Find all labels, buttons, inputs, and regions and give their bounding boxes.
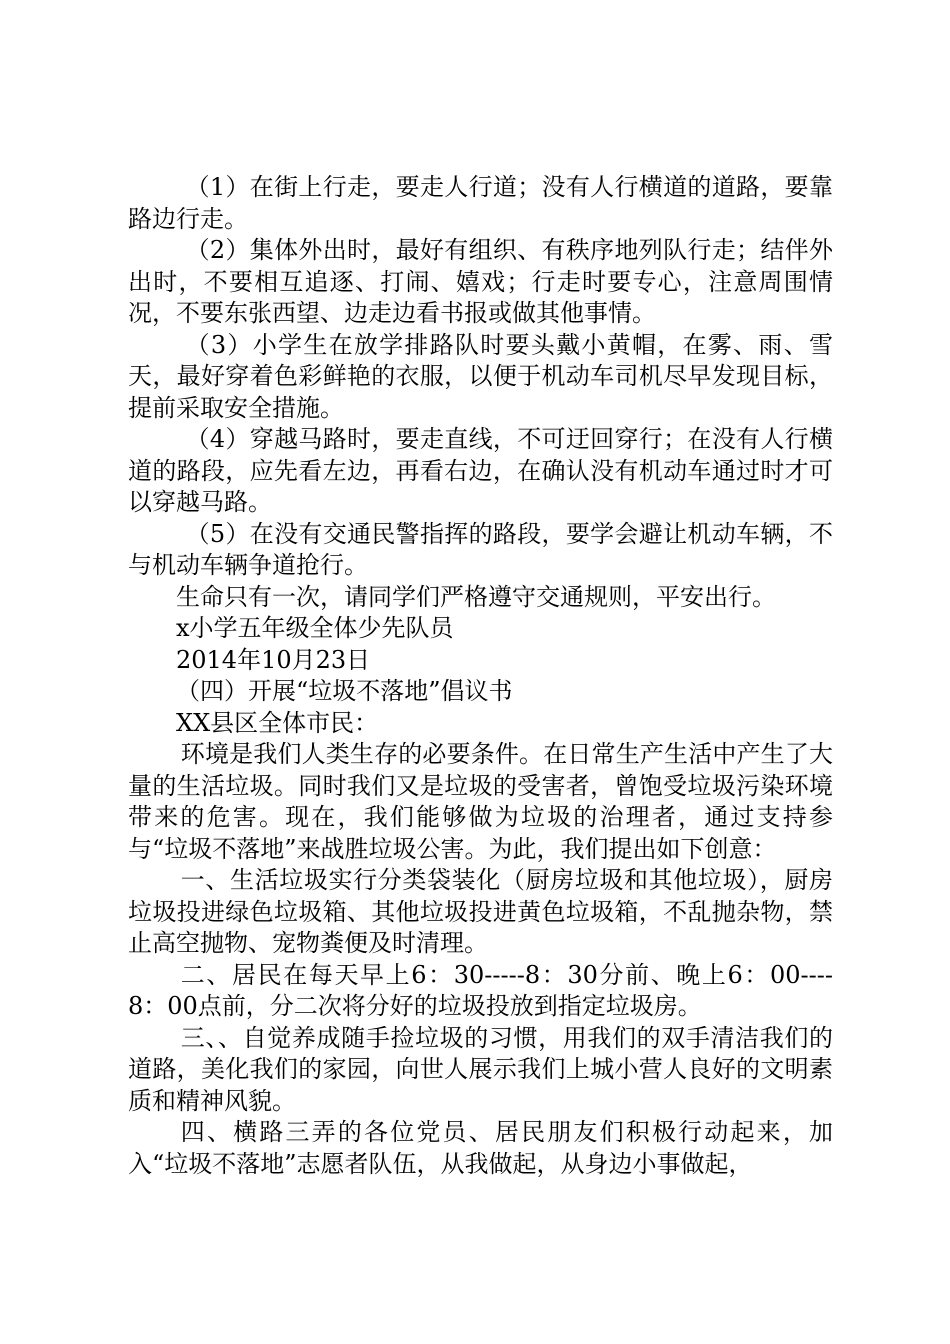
section-heading: （四）开展“垃圾不落地”倡议书 — [176, 677, 513, 705]
closing-statement: 生命只有一次，请同学们严格遵守交通规则，平安出行。 — [176, 582, 776, 611]
proposal-item-1: 一、生活垃圾实行分类袋装化（厨房垃圾和其他垃圾），厨房垃圾投进绿色垃圾箱、其他垃圾投进黄色垃圾箱，不乱抛杂物，禁止高空抛物、宠物粪便及时清理。 — [128, 866, 833, 957]
proposal-item-2: 二、居民在每天早上6：30-----8：30分前、晚上6：00----8：00点前，分二次将分好的垃圾投放到指定垃圾房。 — [128, 960, 833, 1020]
rule-paragraph-3: （3）小学生在放学排路队时要头戴小黄帽，在雾、雨、雪天，最好穿着色彩鲜艳的衣服，以便于机动车司机尽早发现目标，提前采取安全措施。 — [128, 330, 833, 422]
rule-paragraph-5: （5）在没有交通民警指挥的路段，要学会避让机动车辆，不与机动车辆争道抢行。 — [128, 519, 833, 579]
proposal-item-4: 四、横路三弄的各位党员、居民朋友们积极行动起来，加入“垃圾不落地”志愿者队伍，从我做起，从身边小事做起， — [128, 1118, 833, 1178]
intro-paragraph: 环境是我们人类生存的必要条件。在日常生产生活中产生了大量的生活垃圾。同时我们又是垃圾的受害者，曾饱受垃圾污染环境带来的危害。现在，我们能够做为垃圾的治理者，通过支持参与“垃圾不落地”来战胜垃圾公害。为此，我们提出如下创意： — [128, 740, 833, 863]
proposal-item-3: 三、、自觉养成随手捡垃圾的习惯，用我们的双手清洁我们的道路，美化我们的家园，向世人展示我们上城小营人良好的文明素质和精神风貌。 — [128, 1023, 833, 1115]
signature-date: 2014年10月23日 — [176, 645, 371, 674]
salutation: XX县区全体市民： — [176, 708, 379, 737]
rule-paragraph-2: （2）集体外出时，最好有组织、有秩序地列队行走；结伴外出时，不要相互追逐、打闹、嬉戏；行走时要专心，注意周围情况，不要东张西望、边走边看书报或做其他事情。 — [128, 236, 833, 327]
rule-paragraph-4: （4）穿越马路时，要走直线，不可迂回穿行；在没有人行横道的路段，应先看左边，再看右边，在确认没有机动车通过时才可以穿越马路。 — [128, 425, 833, 516]
signature: x小学五年级全体少先队员 — [176, 614, 454, 642]
rule-paragraph-1: （1）在街上行走，要走人行道；没有人行横道的道路，要靠路边行走。 — [128, 173, 833, 233]
document-body — [128, 172, 833, 1180]
